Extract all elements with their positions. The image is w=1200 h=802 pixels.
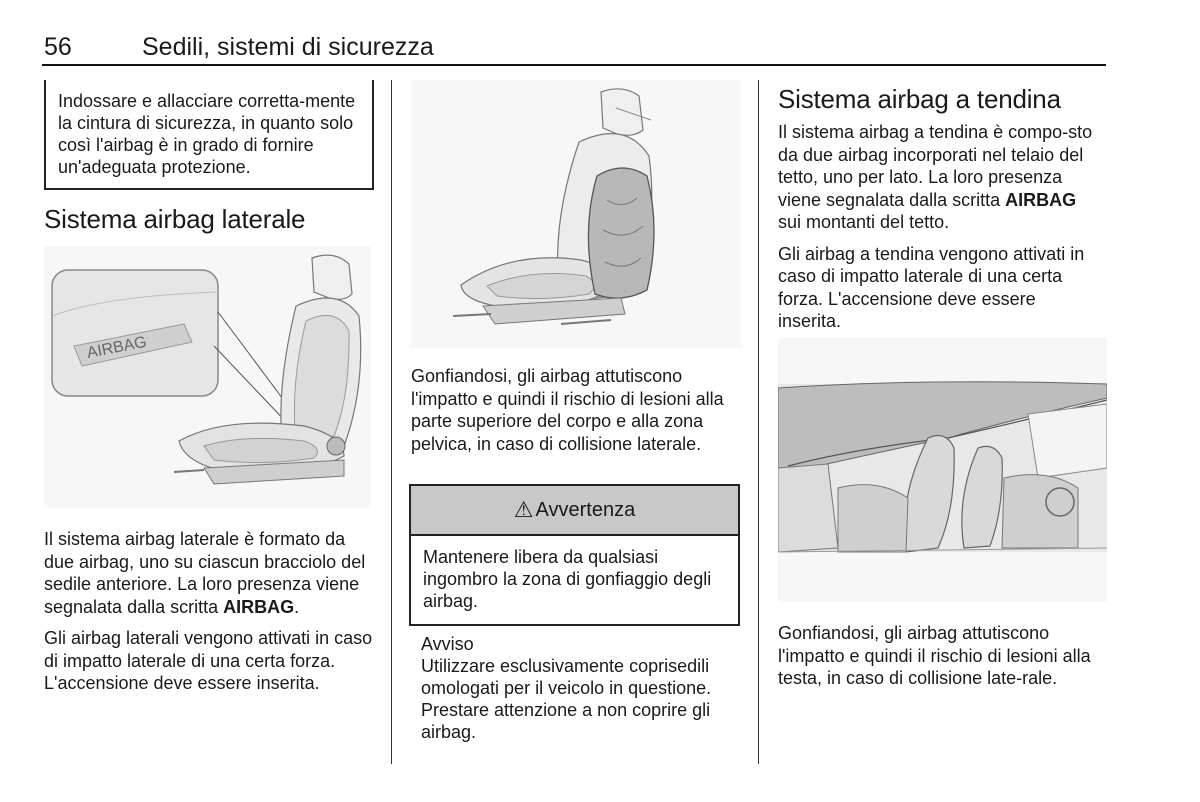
heading-curtain-airbag: Sistema airbag a tendina — [778, 84, 1061, 114]
heading-side-airbag: Sistema airbag laterale — [44, 204, 306, 234]
running-header-title: Sedili, sistemi di sicurezza — [142, 33, 434, 61]
airbag-embossed-label: AIRBAG — [85, 333, 149, 362]
side-airbag-paragraph-2: Gli airbag laterali vengono attivati in caso di impatto laterale di una certa forza. L'accensione deve essere inserita. — [44, 628, 373, 693]
curtain-airbag-figure — [778, 338, 1107, 602]
safety-note-box — [44, 80, 374, 190]
curtain-airbag-paragraph-1 — [778, 121, 1103, 234]
side-airbag-text-1: Il sistema airbag laterale è formato da due airbag, uno su ciascun bracciolo del sedile anteriore. La loro presenza viene segnalata dalla scritta — [44, 529, 366, 617]
side-airbag-text-1-end: . — [294, 596, 300, 617]
warning-title: Avvertenza — [535, 498, 636, 521]
page-number: 56 — [44, 33, 72, 61]
side-airbag-figure — [44, 246, 371, 508]
warning-triangle-icon: ⚠ — [513, 497, 534, 522]
column-divider-1 — [391, 80, 392, 764]
upper-body-protection-paragraph: Gonfiandosi, gli airbag attutiscono l'impatto e quindi il rischio di lesioni alla parte superiore del corpo e alla zona pelvica, in caso di collisione laterale. — [411, 366, 724, 454]
inflated-seat-airbag-illustration — [411, 80, 741, 348]
header-rule — [42, 64, 1106, 66]
safety-note-text: Indossare e allacciare corretta-mente la cintura di sicurezza, in quanto solo così l'airbag è in grado di fornire un'adeguata protezione. — [58, 91, 356, 177]
column-divider-2 — [758, 80, 759, 764]
curtain-airbag-paragraph-2: Gli airbag a tendina vengono attivati in caso di impatto laterale di una certa forza. L'accensione deve essere inserita. — [778, 243, 1085, 331]
car-interior-curtain-airbag-illustration — [778, 338, 1107, 602]
head-protection-paragraph: Gonfiandosi, gli airbag attutiscono l'impatto e quindi il rischio di lesioni alla testa, in caso di collisione late-rale. — [778, 623, 1091, 688]
curtain-airbag-text-1-end: sui montanti del tetto. — [778, 212, 950, 232]
notice-title: Avviso — [421, 634, 474, 654]
airbag-keyword-2: AIRBAG — [1005, 189, 1077, 210]
column1-body — [44, 528, 374, 695]
seat-with-label-illustration — [44, 246, 371, 508]
warning-box — [409, 484, 740, 626]
airbag-keyword: AIRBAG — [223, 596, 295, 617]
seat-airbag-figure — [411, 80, 741, 348]
warning-body: Mantenere libera da qualsiasi ingombro la zona di gonfiaggio degli airbag. — [423, 547, 712, 611]
notice-block — [421, 633, 743, 743]
notice-text: Utilizzare esclusivamente coprisedili omologati per il veicolo in questione. Prestare attenzione a non coprire gli airbag. — [421, 656, 712, 742]
side-airbag-paragraph-1 — [44, 528, 374, 618]
warning-header — [411, 486, 738, 536]
curtain-airbag-text-1: Il sistema airbag a tendina è compo-sto da due airbag incorporati nel telaio del tetto, uno per lato. La loro presenza viene segnalata dalla scritta — [778, 122, 1093, 210]
column3-body — [778, 121, 1103, 333]
